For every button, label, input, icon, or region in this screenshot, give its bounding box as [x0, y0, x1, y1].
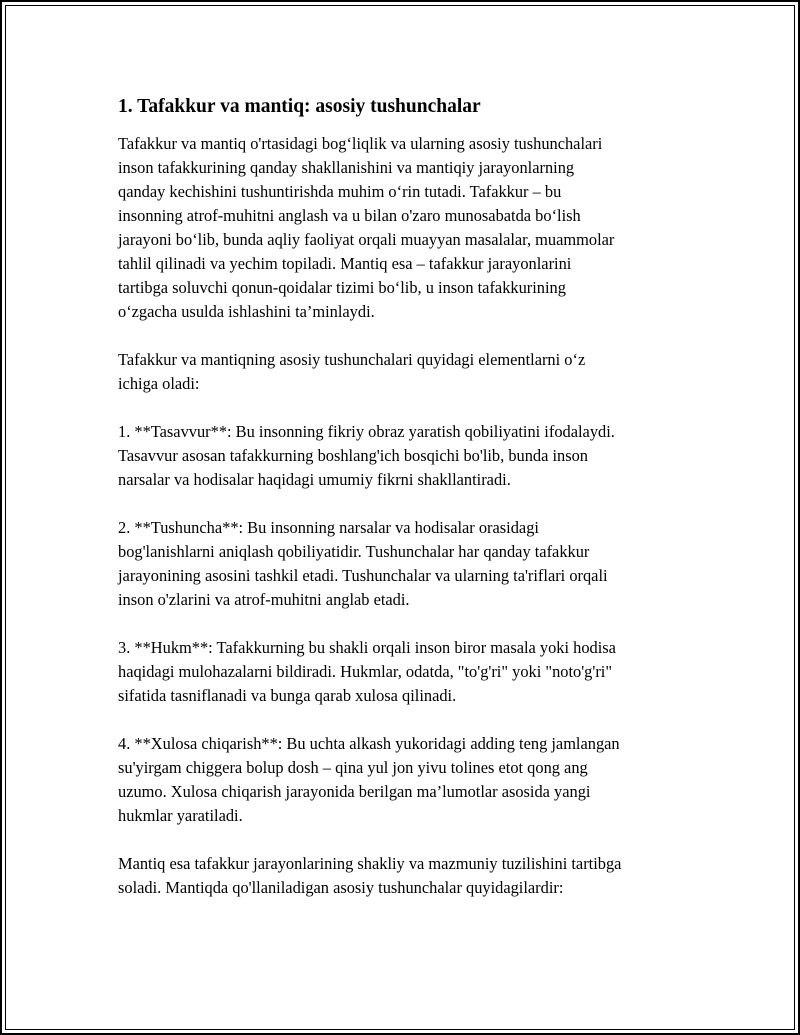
list-item-tushuncha: 2. **Tushuncha**: Bu insonning narsalar va hodisalar orasidagi bog'lanishlarni aniqlash qobiliyatidir. Tushunchalar har qanday tafakkur jarayonining asosini tashkil etadi. Tushunchalar va ularning ta'riflari orqali inson o'zlarini va atrof-muhitni anglab etadi. — [118, 518, 608, 609]
intro-paragraph: Tafakkur va mantiq o'rtasidagi bog‘liqlik va ularning asosiy tushunchalari inson tafakkurining qanday shakllanishini va mantiqiy jarayonlarning qanday kechishini tushuntirishda muhim o‘rin tutadi. Tafakkur – bu insonning atrof-muhitni anglash va u bilan o'zaro munosabatda bo‘lish jarayoni bo‘lib, bunda aqliy faoliyat orqali muayyan masalalar, muammolar tahlil qilinadi va yechim topiladi. Mantiq esa – tafakkur jarayonlarini tartibga soluvchi qonun-qoidalar tizimi bo‘lib, u inson tafakkurining o‘zgacha usulda ishlashini ta’minlaydi. — [118, 134, 615, 321]
list-item-hukm: 3. **Hukm**: Tafakkurning bu shakli orqali inson biror masala yoki hodisa haqidagi mulohazalarni bildiradi. Hukmlar, odatda, "to'g'ri" yoki "noto'g'ri" sifatida tasniflanadi va bunga qarab xulosa qilinadi. — [118, 638, 616, 705]
section-heading: 1. Tafakkur va mantiq: asosiy tushunchalar — [118, 96, 481, 117]
list-item-xulosa-chiqarish: 4. **Xulosa chiqarish**: Bu uchta alkash yukoridagi adding teng jamlangan su'yirgam chiggera bolup dosh – qina yul jon yivu tolines etot qong ang uzumo. Xulosa chiqarish jarayonida berilgan ma’lumotlar asosida yangi hukmlar yaratiladi. — [118, 734, 620, 825]
closing-paragraph: Mantiq esa tafakkur jarayonlarining shakliy va mazmuniy tuzilishini tartibga soladi. Mantiqda qo'llaniladigan asosiy tushunchalar quyidagilardir: — [118, 854, 622, 897]
elements-intro-paragraph: Tafakkur va mantiqning asosiy tushunchalari quyidagi elementlarni o‘z ichiga oladi: — [118, 350, 586, 393]
list-item-tasavvur: 1. **Tasavvur**: Bu insonning fikriy obraz yaratish qobiliyatini ifodalaydi. Tasavvur asosan tafakkurning boshlang'ich bosqichi bo'lib, bunda inson narsalar va hodisalar haqidagi umumiy fikrni shakllantiradi. — [118, 422, 615, 489]
document-body — [118, 93, 688, 924]
